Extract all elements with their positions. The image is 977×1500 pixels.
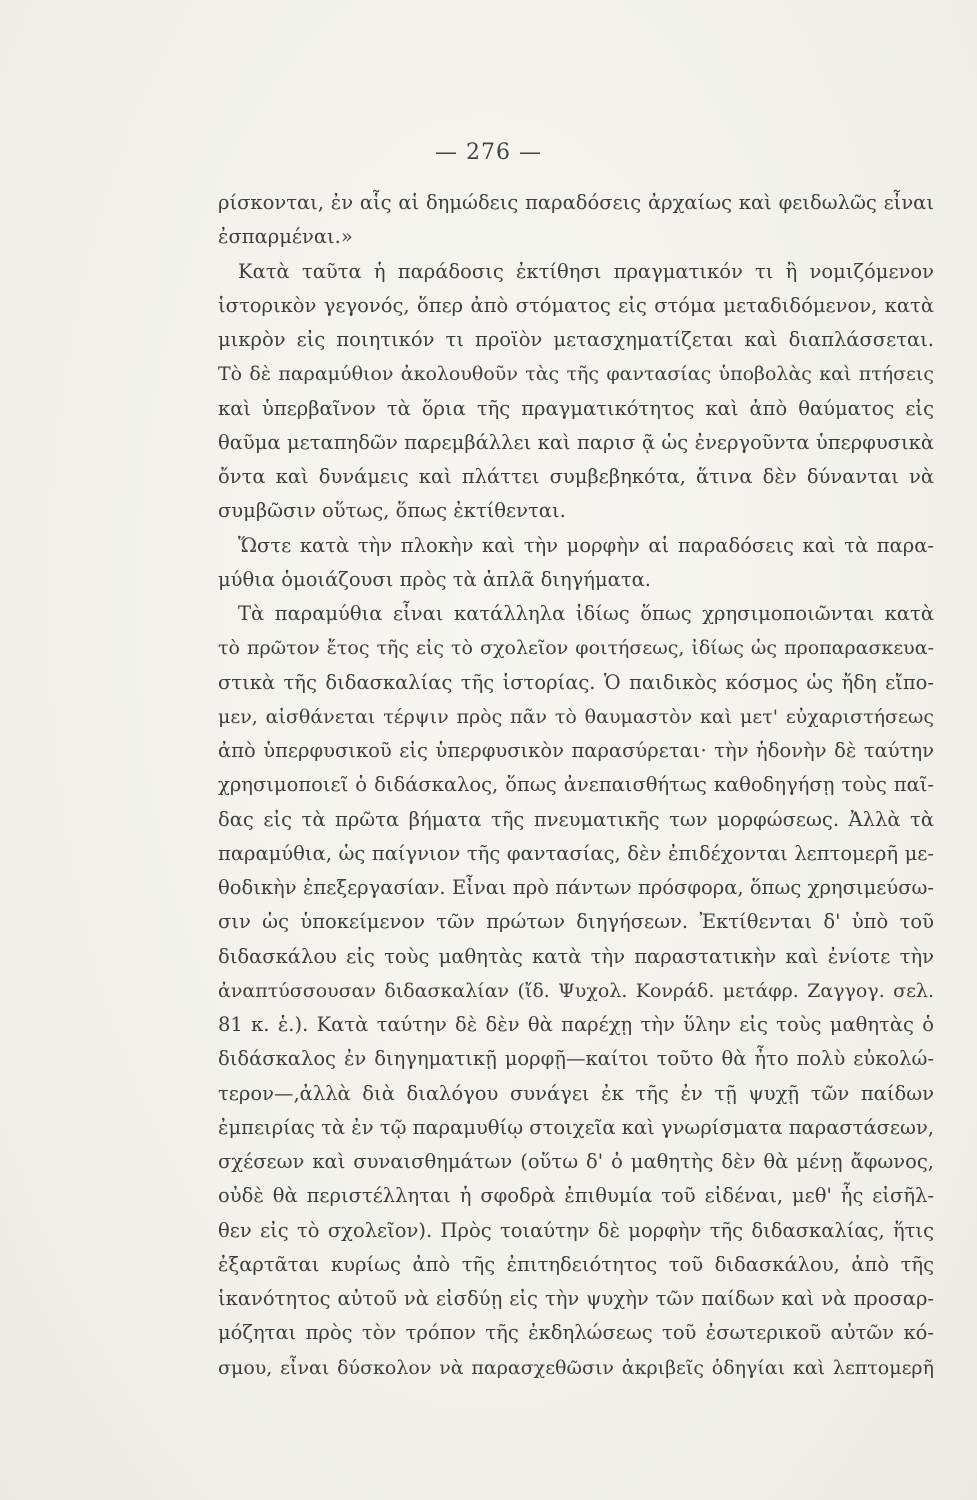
text-line: δας εἰς τὰ πρῶτα βήματα τῆς πνευματικῆς των μορφώσεως. Ἀλλὰ τὰ — [218, 807, 934, 831]
text-line: 81 κ. ἑ.). Κατὰ ταύτην δὲ δὲν θὰ παρέχῃ τὴν ὕλην εἰς τοὺς μαθητὰς ὁ — [218, 1013, 934, 1036]
text-line: μόζηται πρὸς τὸν τρόπον τῆς ἐκδηλώσεως τοῦ ἐσωτερικοῦ αὐτῶν κό- — [218, 1321, 934, 1345]
text-line: ἀναπτύσσουσαν διδασκαλίαν (ἴδ. Ψυχολ. Κονράδ. μετάφρ. Ζαγγογ. σελ. — [218, 979, 934, 1002]
text-line: συμβῶσιν οὕτως, ὅπως ἐκτίθενται. — [218, 499, 566, 523]
text-line: χρησιμοποιεῖ ὁ διδάσκαλος, ὅπως ἀνεπαισθήτως καθοδηγήσῃ τοὺς παῖ- — [218, 773, 934, 797]
text-line: καὶ ὑπερβαῖνον τὰ ὅρια τῆς πραγματικότητος καὶ ἀπὸ θαύματος εἰς — [218, 396, 934, 420]
text-line: ἐμπειρίας τὰ ἐν τῷ παραμυθίῳ στοιχεῖα καὶ γνωρίσματα παραστάσεων, — [218, 1115, 934, 1139]
text-line: θοδικὴν ἐπεξεργασίαν. Εἶναι πρὸ πάντων πρόσφορα, ὅπως χρησιμεύσω- — [218, 876, 934, 899]
text-line: ἀπὸ ὑπερφυσικοῦ εἰς ὑπερφυσικὸν παρασύρεται· τὴν ἡδονὴν δὲ ταύτην — [218, 739, 934, 762]
text-line: Ὥστε κατὰ τὴν πλοκὴν καὶ τὴν μορφὴν αἱ παραδόσεις καὶ τὰ παρα- — [238, 533, 934, 557]
text-line: μύθια ὁμοιάζουσι πρὸς τὰ ἁπλᾶ διηγήματα. — [218, 567, 651, 591]
text-line: Τὰ παραμύθια εἶναι κατάλληλα ἰδίως ὅπως χρησιμοποιῶνται κατὰ — [238, 602, 934, 625]
text-line: σχέσεων καὶ συναισθημάτων (οὕτω δ' ὁ μαθητὴς δὲν θὰ μένῃ ἄφωνος, — [218, 1150, 934, 1173]
text-line: μεν, αἰσθάνεται τέρψιν πρὸς πᾶν τὸ θαυμαστὸν καὶ μετ' εὐχαριστήσεως — [218, 705, 934, 728]
text-line: οὐδὲ θὰ περιστέλληται ἡ σφοδρὰ ἐπιθυμία τοῦ εἰδέναι, μεθ' ἧς εἰσῆλ- — [218, 1184, 934, 1208]
text-line: ρίσκονται, ἐν αἷς αἱ δημώδεις παραδόσεις ἀρχαίως καὶ φειδωλῶς εἶναι — [218, 191, 934, 214]
text-line: τερον—,ἀλλὰ διὰ διαλόγου συνάγει ἐκ τῆς ἐν τῇ ψυχῇ τῶν παίδων — [218, 1081, 934, 1105]
text-line: σμου, εἶναι δύσκολον νὰ παρασχεθῶσιν ἀκριβεῖς ὁδηγίαι καὶ λεπτομερῆ — [218, 1356, 934, 1379]
body-text — [218, 186, 934, 1385]
text-line: διδασκάλου εἰς τοὺς μαθητὰς κατὰ τὴν παραστατικὴν καὶ ἐνίοτε τὴν — [218, 944, 934, 968]
text-line: μικρὸν εἰς ποιητικόν τι προϊὸν μετασχηματίζεται καὶ διαπλάσσεται. — [218, 328, 934, 351]
text-line: ἐξαρτᾶται κυρίως ἀπὸ τῆς ἐπιτηδειότητος τοῦ διδασκάλου, ἀπὸ τῆς — [218, 1252, 934, 1276]
page-number: — 276 — — [435, 140, 542, 165]
text-line: ἱστορικὸν γεγονός, ὅπερ ἀπὸ στόματος εἰς στόμα μεταδιδόμενον, κατὰ — [218, 293, 934, 317]
text-line: παραμύθια, ὡς παίγνιον τῆς φαντασίας, δὲν ἐπιδέχονται λεπτομερῆ με- — [218, 841, 934, 865]
text-line: θεν εἰς τὸ σχολεῖον). Πρὸς τοιαύτην δὲ μορφὴν τῆς διδασκαλίας, ἥτις — [218, 1218, 934, 1242]
text-line: Κατὰ ταῦτα ἡ παράδοσις ἐκτίθησι πραγματικόν τι ἢ νομιζόμενον — [238, 259, 934, 283]
text-line: ὄντα καὶ δυνάμεις καὶ πλάττει συμβεβηκότα, ἅτινα δὲν δύνανται νὰ — [218, 465, 934, 488]
text-line: ἱκανότητος αὐτοῦ νὰ εἰσδύῃ εἰς τὴν ψυχὴν τῶν παίδων καὶ νὰ προσαρ- — [218, 1287, 934, 1310]
text-line: στικὰ τῆς διδασκαλίας τῆς ἱστορίας. Ὁ παιδικὸς κόσμος ὡς ἤδη εἴπο- — [218, 670, 934, 694]
text-line: τὸ πρῶτον ἔτος τῆς εἰς τὸ σχολεῖον φοιτήσεως, ἰδίως ὡς προπαρασκευα- — [218, 637, 934, 660]
text-line: θαῦμα μεταπηδῶν παρεμβάλλει καὶ παρισ ᾷ ὡς ἐνεργοῦντα ὑπερφυσικὰ — [218, 430, 934, 454]
text-line: Τὸ δὲ παραμύθιον ἀκολουθοῦν τὰς τῆς φαντασίας ὑποβολὰς καὶ πτήσεις — [218, 363, 934, 386]
text-line: διδάσκαλος ἐν διηγηματικῇ μορφῇ—καίτοι τοῦτο θὰ ἦτο πολὺ εὐκολώ- — [218, 1047, 934, 1071]
text-line: ἐσπαρμέναι.» — [218, 225, 353, 249]
text-line: σιν ὡς ὑποκείμενον τῶν πρώτων διηγήσεων. Ἐκτίθενται δ' ὑπὸ τοῦ — [218, 910, 934, 934]
